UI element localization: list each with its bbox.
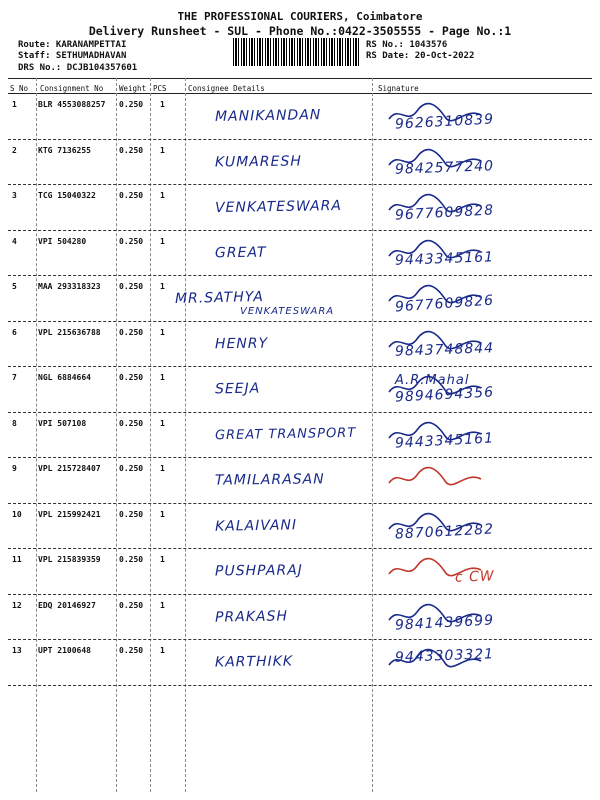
row-separator [8, 548, 592, 549]
row-signature-phone: c CW [454, 568, 496, 586]
signature-scribble [385, 556, 505, 582]
row-separator [8, 457, 592, 458]
row-consignee-name: GREAT TRANSPORT [214, 425, 357, 443]
col-header-consignment: Consignment No [40, 84, 104, 93]
table-header-rule [8, 93, 592, 94]
col-header-consignee: Consignee Details [188, 84, 265, 93]
row-sno: 10 [12, 509, 22, 519]
row-consignee-name: MR.SATHYA [174, 288, 265, 308]
row-weight: 0.250 [119, 373, 144, 382]
row-consignment-no: KTG 7136255 [38, 145, 91, 155]
row-consignment-no: EDQ 20146927 [38, 600, 96, 610]
signature-scribble [385, 420, 505, 446]
row-pcs: 1 [160, 646, 165, 655]
row-sno: 8 [12, 418, 17, 428]
row-separator [8, 594, 592, 595]
row-signature-phone: 9894694356 [394, 384, 495, 406]
row-weight: 0.250 [119, 327, 144, 337]
col-header-signature: Signature [378, 84, 419, 93]
row-weight: 0.250 [119, 418, 144, 428]
signature-scribble [385, 283, 505, 309]
row-pcs: 1 [160, 191, 165, 200]
row-consignment-no: VPI 507108 [38, 418, 87, 428]
row-weight: 0.250 [119, 464, 144, 473]
signature-scribble [385, 647, 505, 673]
row-signature-phone: 9443345161 [394, 248, 495, 269]
row-pcs: 1 [160, 236, 165, 246]
row-consignee-name: MANIKANDAN [214, 107, 322, 125]
row-separator [8, 412, 592, 413]
row-consignee-name: VENKATESWARA [214, 197, 343, 217]
row-weight: 0.250 [119, 555, 144, 564]
row-consignee-name: SEEJA [214, 380, 261, 398]
row-signature-phone: 9841439699 [394, 611, 495, 634]
row-signature-phone: 9843748844 [394, 339, 495, 360]
row-weight: 0.250 [119, 236, 144, 246]
row-weight: 0.250 [119, 100, 144, 109]
signature-scribble [385, 147, 505, 173]
row-consignment-no: VPI 504280 [38, 236, 87, 246]
signature-scribble [385, 101, 505, 127]
signature-scribble [385, 602, 505, 628]
row-sno: 12 [12, 600, 22, 610]
row-separator [8, 321, 592, 322]
row-separator [8, 366, 592, 367]
row-sno: 2 [12, 145, 17, 155]
route-field: Route: KARANAMPETTAI [18, 40, 127, 50]
row-consignee-name: KALAIVANI [214, 516, 298, 535]
row-consignee-name: PRAKASH [214, 607, 289, 626]
row-pcs: 1 [160, 418, 165, 428]
drs-number: DRS No.: DCJB104357601 [18, 63, 138, 73]
row-pcs: 1 [160, 145, 165, 155]
row-pcs: 1 [160, 509, 165, 519]
table-top-rule [8, 78, 592, 79]
row-consignment-no: VPL 215839359 [38, 555, 101, 564]
row-weight: 0.250 [119, 600, 144, 610]
staff-field: Staff: SETHUMADHAVAN [18, 51, 127, 61]
col-header-weight: Weight [119, 84, 147, 93]
row-weight: 0.250 [119, 282, 144, 291]
row-consignment-no: NGL 6884664 [38, 373, 91, 382]
rs-number: RS No.: 1043576 [366, 40, 448, 50]
rs-date: RS Date: 20-Oct-2022 [366, 51, 475, 61]
col-header-sno: S No [10, 84, 29, 93]
row-signature-phone: 8870612282 [394, 520, 495, 543]
runsheet-subtitle: Delivery Runsheet - SUL - Phone No.:0422-3505555 - Page No.:1 [88, 24, 512, 38]
row-consignment-no: TCG 15040322 [38, 191, 96, 200]
row-weight: 0.250 [119, 646, 144, 655]
row-consignee-name: HENRY [214, 335, 269, 352]
row-sno: 3 [12, 191, 17, 200]
row-sno: 7 [12, 373, 17, 382]
row-pcs: 1 [160, 464, 165, 473]
row-consignment-no: VPL 215728407 [38, 464, 101, 473]
row-pcs: 1 [160, 327, 165, 337]
row-consignee-name: GREAT [214, 244, 267, 261]
row-consignment-no: VPL 215636788 [38, 327, 101, 337]
row-sno: 1 [12, 100, 17, 109]
row-consignee-extra: VENKATESWARA [240, 306, 335, 317]
row-weight: 0.250 [119, 509, 144, 519]
row-signature-phone: 9443303321 [394, 646, 495, 666]
row-consignee-name: TAMILARASAN [214, 471, 325, 489]
row-consignment-no: BLR 4553088257 [38, 100, 106, 109]
row-consignee-name: KARTHIKK [214, 653, 294, 671]
row-signature-name: A.R.Mahal [395, 373, 470, 388]
row-sno: 5 [12, 282, 17, 291]
row-consignment-no: VPL 215992421 [38, 509, 101, 519]
col-header-pcs: PCS [153, 84, 167, 93]
row-sno: 6 [12, 327, 17, 337]
signature-scribble [385, 374, 505, 400]
row-signature-phone: 9677609826 [394, 292, 495, 316]
row-signature-phone: 9443345161 [394, 429, 495, 452]
signature-scribble [385, 238, 505, 264]
signature-scribble [385, 465, 505, 491]
row-separator [8, 184, 592, 185]
row-weight: 0.250 [119, 191, 144, 200]
row-signature-phone: 9626310839 [394, 111, 495, 133]
row-separator [8, 139, 592, 140]
row-consignment-no: UPT 2100648 [38, 646, 91, 655]
row-sno: 9 [12, 464, 17, 473]
row-pcs: 1 [160, 100, 165, 109]
row-weight: 0.250 [119, 145, 144, 155]
row-sno: 13 [12, 646, 22, 655]
barcode [233, 38, 360, 66]
row-signature-phone: 9677609828 [394, 202, 495, 224]
row-separator [8, 639, 592, 640]
row-signature-phone: 9842577240 [394, 157, 495, 178]
row-sno: 4 [12, 236, 17, 246]
row-separator [8, 503, 592, 504]
signature-scribble [385, 511, 505, 537]
signature-scribble [385, 329, 505, 355]
row-pcs: 1 [160, 282, 165, 291]
row-consignee-name: PUSHPARAJ [214, 562, 303, 580]
row-separator [8, 275, 592, 276]
row-separator [8, 230, 592, 231]
row-pcs: 1 [160, 600, 165, 610]
row-sno: 11 [12, 555, 22, 564]
row-consignee-name: KUMARESH [214, 152, 302, 171]
company-title: THE PROFESSIONAL COURIERS, Coimbatore [177, 10, 423, 23]
row-pcs: 1 [160, 555, 165, 564]
row-consignment-no: MAA 293318323 [38, 282, 101, 291]
row-separator [8, 685, 592, 686]
signature-scribble [385, 192, 505, 218]
row-pcs: 1 [160, 373, 165, 382]
